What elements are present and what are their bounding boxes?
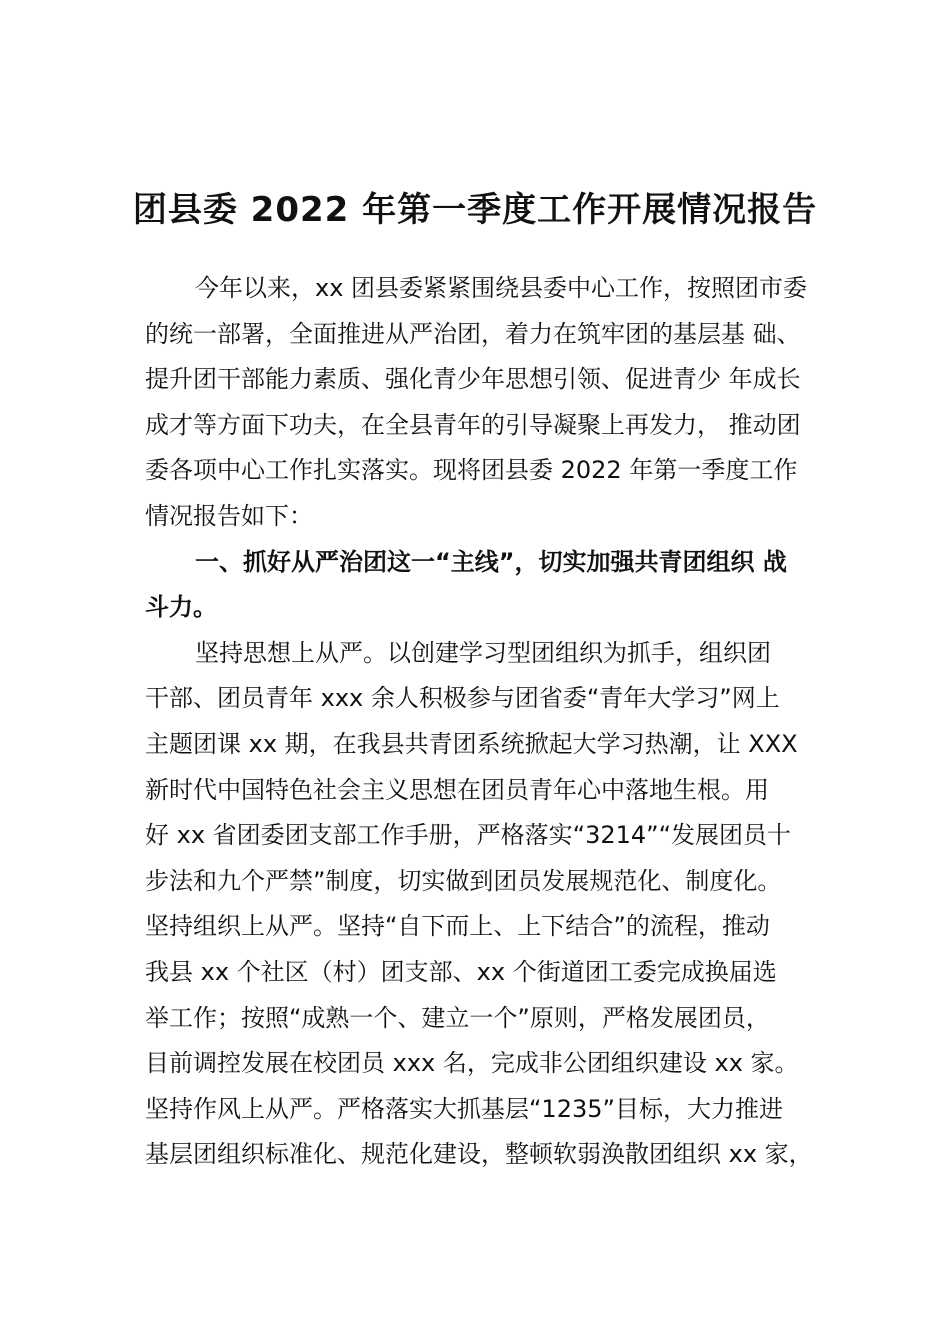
document-title: 团县委 2022 年第一季度工作开展情况报告 [132,190,818,230]
paragraph-line: 坚持组织上从严。坚持“自下而上、上下结合”的流程，推动 [145,912,770,941]
paragraph-line: 情况报告如下： [145,501,313,530]
section-heading-line: 斗力。 [145,593,217,622]
paragraph-line: 坚持作风上从严。严格落实大抓基层“1235”目标，大力推进 [145,1094,783,1123]
paragraph-line: 基层团组织标准化、规范化建设，整顿软弱涣散团组织 xx 家， [145,1140,813,1169]
paragraph-line: 坚持思想上从严。以创建学习型团组织为抓手，组织团 [195,638,771,667]
paragraph-line: 目前调控发展在校团员 xxx 名，完成非公团组织建设 xx 家。 [145,1049,799,1078]
paragraph-line: 委各项中心工作扎实落实。现将团县委 2022 年第一季度工作 [145,456,798,485]
paragraph-line: 今年以来，xx 团县委紧紧围绕县委中心工作，按照团市委 [195,274,808,302]
paragraph-line: 主题团课 xx 期，在我县共青团系统掀起大学习热潮，让 XXX [145,729,798,758]
paragraph-line: 举工作；按照“成熟一个、建立一个”原则，严格发展团员， [145,1003,770,1032]
paragraph-line: 提升团干部能力素质、强化青少年思想引领、促进青少 年成长 [145,365,801,394]
paragraph-line: 我县 xx 个社区（村）团支部、xx 个街道团工委完成换届选 [145,957,777,986]
paragraph-line: 干部、团员青年 xxx 余人积极参与团省委“青年大学习”网上 [145,684,780,713]
paragraph-line: 的统一部署，全面推进从严治团，着力在筑牢团的基层基 础、 [145,319,801,348]
document-body [145,266,835,1178]
section-heading-line: 一、抓好从严治团这一“主线”，切实加强共青团组织 战 [195,547,787,576]
paragraph-line: 成才等方面下功夫，在全县青年的引导凝聚上再发力， 推动团 [145,410,801,439]
paragraph-line: 步法和九个严禁”制度，切实做到团员发展规范化、制度化。 [145,866,782,895]
paragraph-line: 新时代中国特色社会主义思想在团员青年心中落地生根。用 [145,775,769,804]
paragraph-line: 好 xx 省团委团支部工作手册，严格落实“3214”“发展团员十 [145,821,792,850]
